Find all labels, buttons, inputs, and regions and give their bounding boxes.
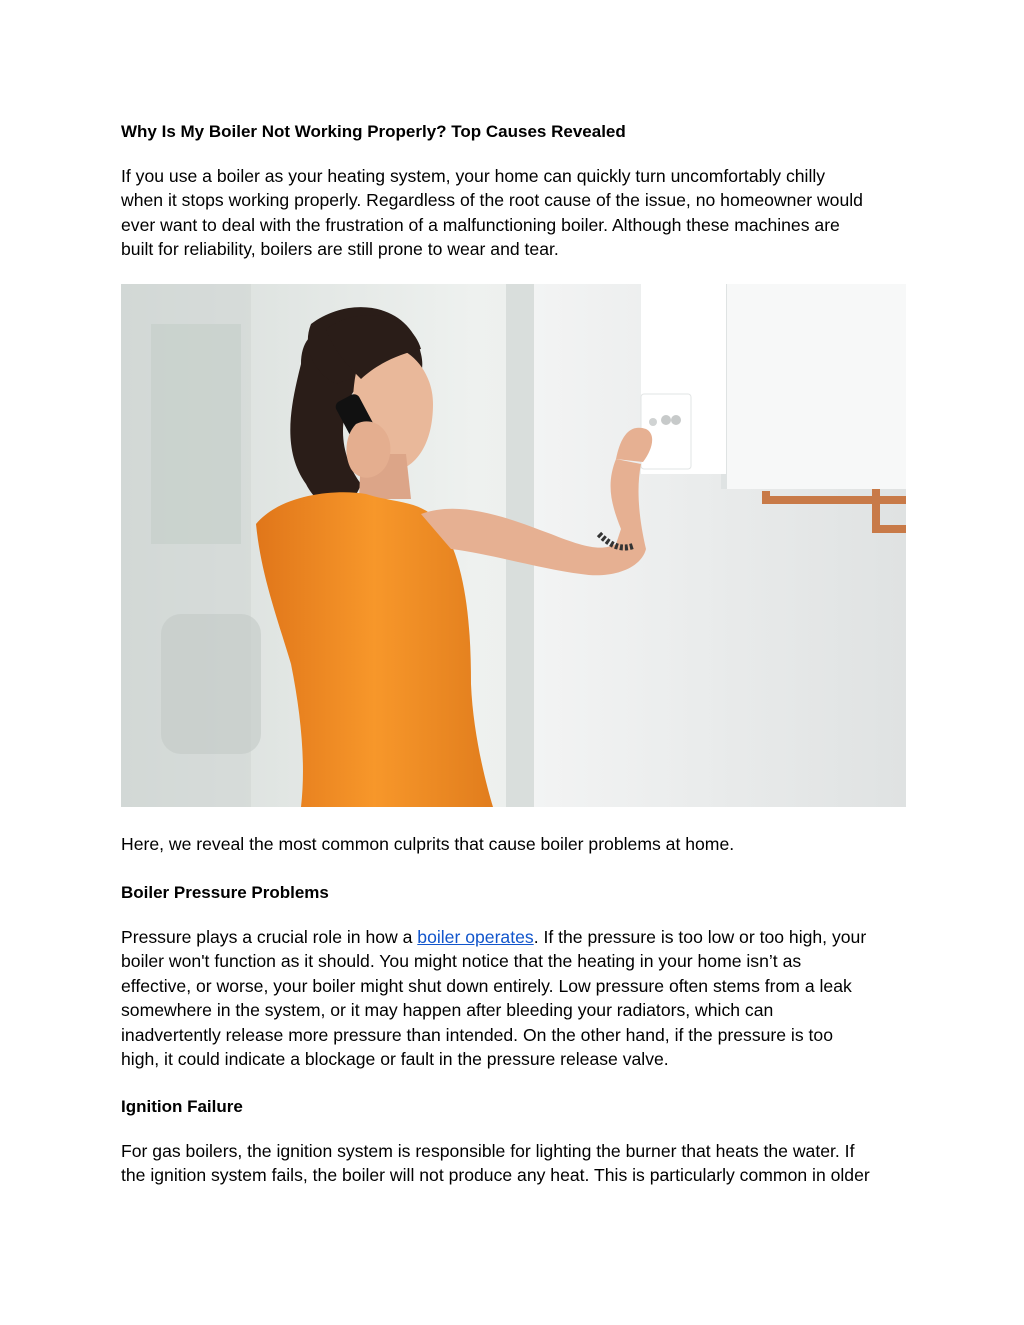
intro-line: If you use a boiler as your heating system, your home can quickly turn uncomfortably chilly bbox=[121, 166, 826, 186]
pressure-line: somewhere in the system, or it may happen after bleeding your radiators, which can bbox=[121, 1000, 774, 1021]
intro-line: ever want to deal with the frustration of a malfunctioning boiler. Although these machines are bbox=[121, 214, 840, 235]
intro-line: built for reliability, boilers are still prone to wear and tear. bbox=[121, 239, 559, 260]
pressure-line-end: . If the pressure is too low or too high, your bbox=[533, 927, 867, 947]
pressure-line: high, it could indicate a blockage or fault in the pressure release valve. bbox=[121, 1049, 669, 1070]
section-heading-ignition: Ignition Failure bbox=[121, 1097, 243, 1116]
pressure-paragraph bbox=[121, 925, 911, 1071]
boiler-photo bbox=[121, 284, 906, 807]
reveal-paragraph bbox=[121, 832, 911, 856]
pressure-line: boiler won't function as it should. You might notice that the heating in your home isn’t as bbox=[121, 951, 802, 972]
ignition-paragraph bbox=[121, 1139, 911, 1188]
intro-paragraph bbox=[121, 164, 911, 262]
reveal-text: Here, we reveal the most common culprits that cause boiler problems at home. bbox=[121, 834, 735, 854]
intro-line: when it stops working properly. Regardless of the root cause of the issue, no homeowner would bbox=[121, 190, 863, 211]
pressure-line-start: Pressure plays a crucial role in how a bbox=[121, 927, 418, 947]
pressure-line: effective, or worse, your boiler might shut down entirely. Low pressure often stems from a leak bbox=[121, 975, 852, 996]
ignition-line: For gas boilers, the ignition system is responsible for lighting the burner that heats the water. If bbox=[121, 1141, 855, 1161]
section-heading-pressure: Boiler Pressure Problems bbox=[121, 883, 329, 902]
article-title: Why Is My Boiler Not Working Properly? Top Causes Revealed bbox=[121, 122, 626, 141]
pressure-first-line bbox=[121, 925, 911, 949]
pressure-line: inadvertently release more pressure than intended. On the other hand, if the pressure is too bbox=[121, 1024, 833, 1045]
ignition-line: the ignition system fails, the boiler will not produce any heat. This is particularly common in older bbox=[121, 1165, 870, 1186]
woman-at-boiler-illustration bbox=[121, 284, 906, 807]
boiler-operates-link[interactable]: boiler operates bbox=[417, 927, 534, 947]
